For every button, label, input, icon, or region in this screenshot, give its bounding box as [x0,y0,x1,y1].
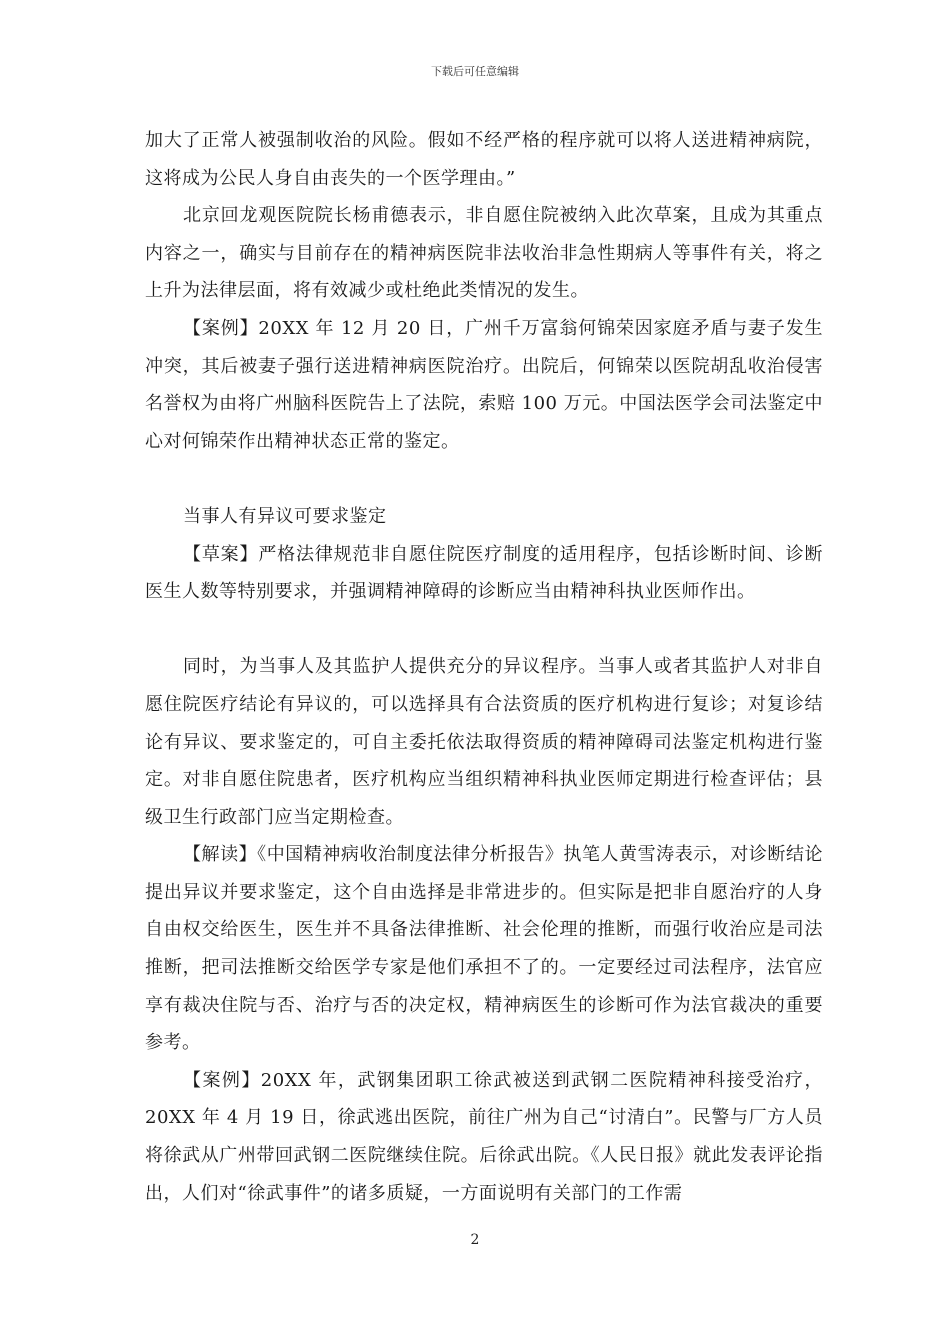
paragraph: 北京回龙观医院院长杨甫德表示，非自愿住院被纳入此次草案，且成为其重点内容之一，确实与目前存在的精神病医院非法收治非急性期病人等事件有关，将之上升为法律层面，将有效减少或杜绝此类情况的发生。 [145,205,823,302]
paragraph: 同时，为当事人及其监护人提供充分的异议程序。当事人或者其监护人对非自愿住院医疗结论有异议的，可以选择具有合法资质的医疗机构进行复诊；对复诊结论有异议、要求鉴定的，可自主委托依法取得资质的精神障碍司法鉴定机构进行鉴定。对非自愿住院患者，医疗机构应当组织精神科执业医师定期进行检查评估；县级卫生行政部门应当定期检查。 [145,656,823,828]
document-body [145,122,823,1212]
paragraph: 【案例】20XX 年，武钢集团职工徐武被送到武钢二医院精神科接受治疗，20XX 年 4 月 19 日，徐武逃出医院，前往广州为自己“讨清白”。民警与厂方人员将徐武从广州带回武钢二医院继续住院。后徐武出院。《人民日报》就此发表评论指出，人们对“徐武事件”的诸多质疑，一方面说明有关部门的工作需 [145,1069,823,1204]
paragraph: 【解读】《中国精神病收治制度法律分析报告》执笔人黄雪涛表示，对诊断结论提出异议并要求鉴定，这个自由选择是非常进步的。但实际是把非自愿治疗的人身自由权交给医生，医生并不具备法律推断、社会伦理的推断，而强行收治应是司法推断，把司法推断交给医学专家是他们承担不了的。一定要经过司法程序，法官应享有裁决住院与否、治疗与否的决定权，精神病医生的诊断可作为法官裁决的重要参考。 [145,844,823,1054]
paragraph-gap [145,460,823,498]
paragraph-gap [145,611,823,649]
section-heading: 当事人有异议可要求鉴定 [183,505,387,527]
paragraph: 【案例】20XX 年 12 月 20 日，广州千万富翁何锦荣因家庭矛盾与妻子发生冲突，其后被妻子强行送进精神病医院治疗。出院后，何锦荣以医院胡乱收治侵害名誉权为由将广州脑科医院告上了法院，索赔 100 万元。中国法医学会司法鉴定中心对何锦荣作出精神状态正常的鉴定。 [145,317,823,452]
page-header: 下载后可任意编辑 [431,65,519,78]
paragraph: 加大了正常人被强制收治的风险。假如不经严格的程序就可以将人送进精神病院，这将成为公民人身自由丧失的一个医学理由。” [145,130,823,189]
paragraph: 【草案】严格法律规范非自愿住院医疗制度的适用程序，包括诊断时间、诊断医生人数等特别要求，并强调精神障碍的诊断应当由精神科执业医师作出。 [145,543,823,603]
page-number: 2 [470,1232,480,1248]
